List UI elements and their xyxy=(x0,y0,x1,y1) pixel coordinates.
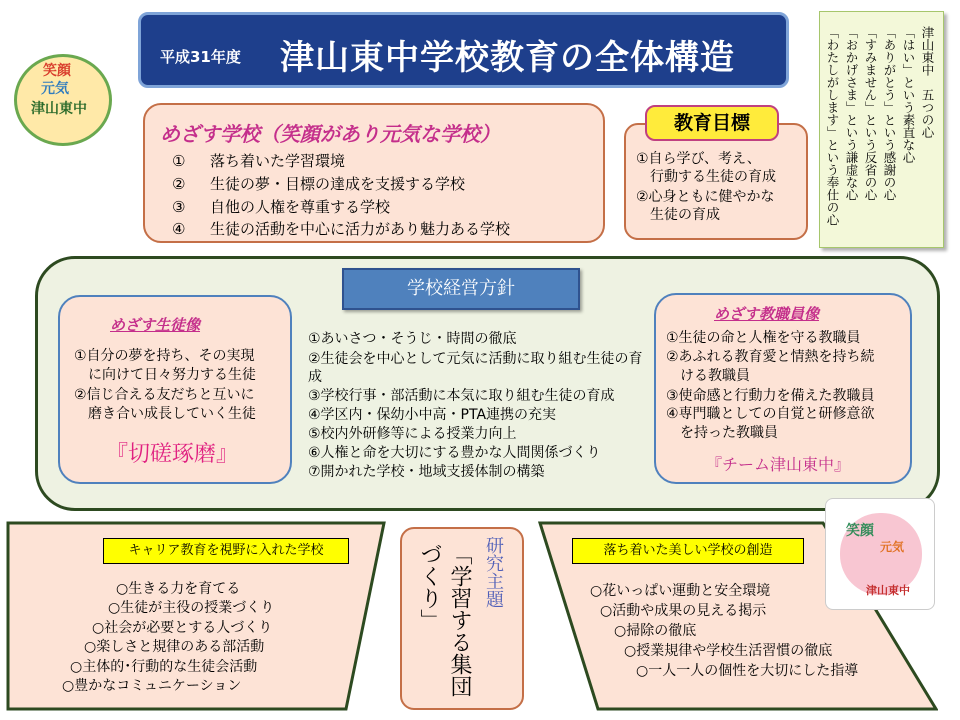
research-label: 研究主題 xyxy=(483,536,504,608)
teacher-ideal-line: ける教職員 xyxy=(666,368,750,384)
logo-left-line-1: 笑顔 xyxy=(43,63,71,79)
career-item: ○生きる力を育てる xyxy=(116,581,241,597)
policy-item: ⑦開かれた学校・地域支援体制の構築 xyxy=(308,464,545,480)
goal-school-item: ③ 自他の人権を尊重する学校 xyxy=(172,198,391,216)
student-motto: 『切磋琢磨』 xyxy=(106,442,239,467)
logo-left-line-2: 元気 xyxy=(41,81,69,97)
teacher-ideal-title: めざす教職員像 xyxy=(714,305,820,323)
career-item: ○社会が必要とする人づくり xyxy=(92,620,273,636)
kokoro-line: 「わたしがします」という奉仕の心 xyxy=(825,26,840,226)
calm-item: ○掃除の徹底 xyxy=(614,623,697,639)
education-goal-line: ①自ら学び、考え、 xyxy=(636,151,761,167)
calm-item: ○授業規律や学校生活習慣の徹底 xyxy=(624,643,833,659)
student-ideal-line: に向けて日々努力する生徒 xyxy=(74,367,256,383)
career-item: ○豊かなコミュニケーション xyxy=(62,678,242,694)
policy-item: ①あいさつ・そうじ・時間の徹底 xyxy=(308,331,517,347)
calm-item: ○活動や成果の見える掲示 xyxy=(600,603,767,619)
education-goal-line: ②心身ともに健やかな xyxy=(636,189,775,205)
career-item: ○生徒が主役の授業づくり xyxy=(108,600,275,616)
goal-school-title: めざす学校（笑顔があり元気な学校） xyxy=(160,122,500,146)
policy-item: ⑤校内外研修等による授業力向上 xyxy=(308,426,517,442)
career-item: ○主体的･行動的な生徒会活動 xyxy=(70,659,258,675)
kokoro-line: 津山東中 五つの心 xyxy=(920,26,935,139)
teacher-motto: 『チーム津山東中』 xyxy=(706,455,851,474)
calm-item: ○一人一人の個性を大切にした指導 xyxy=(636,663,859,679)
policy-item: ③学校行事・部活動に本気に取り組む生徒の育成 xyxy=(308,388,615,404)
kokoro-line: 「すみません」という反省の心 xyxy=(863,26,878,201)
student-ideal-line: ②信じ合える友だちと互いに xyxy=(74,387,255,403)
school-logo-left xyxy=(14,54,112,146)
five-hearts-note xyxy=(819,11,944,248)
policy-item: ②生徒会を中心として元気に活動に取り組む生徒の育成 xyxy=(308,351,643,385)
kokoro-line: 「おかげさま」という謙虚な心 xyxy=(844,26,859,201)
student-ideal-title: めざす生徒像 xyxy=(110,316,201,334)
kokoro-line: 「はい」という素直な心 xyxy=(901,26,916,164)
school-logo-right xyxy=(825,498,935,610)
header-year: 平成31年度 xyxy=(160,48,241,66)
goal-school-item: ④ 生徒の活動を中心に活力があり魅力ある学校 xyxy=(172,220,511,238)
logo-right-line-3: 津山東中 xyxy=(866,584,910,597)
goal-school-item: ① 落ち着いた学習環境 xyxy=(172,152,346,170)
policy-title: 学校経営方針 xyxy=(342,268,580,310)
goal-school-item: ② 生徒の夢・目標の達成を支援する学校 xyxy=(172,175,466,193)
logo-right-line-2: 元気 xyxy=(880,540,905,554)
policy-item: ⑥人権と命を大切にする豊かな人間関係づくり xyxy=(308,445,601,461)
teacher-ideal-line: ④専門職としての自覚と研修意欲 xyxy=(666,406,875,422)
policy-item: ④学区内・保幼小中高・PTA連携の充実 xyxy=(308,407,557,423)
calm-section-title: 落ち着いた美しい学校の創造 xyxy=(572,538,804,564)
career-item: ○楽しさと規律のある部活動 xyxy=(84,639,265,655)
student-ideal-line: 磨き合い成長していく生徒 xyxy=(74,406,256,422)
research-theme: 「学習する集団づくり」 xyxy=(417,543,472,697)
student-ideal-line: ①自分の夢を持ち、その実現 xyxy=(74,348,255,364)
logo-left-line-3: 津山東中 xyxy=(31,101,87,117)
education-goal-line: 生徒の育成 xyxy=(636,207,720,223)
teacher-ideal-line: を持った教職員 xyxy=(666,425,778,441)
education-goal-title: 教育目標 xyxy=(645,105,779,141)
logo-right-line-1: 笑顔 xyxy=(846,523,874,539)
calm-item: ○花いっぱい運動と安全環境 xyxy=(590,583,771,599)
career-section-title: キャリア教育を視野に入れた学校 xyxy=(103,538,349,564)
teacher-ideal-line: ③使命感と行動力を備えた教職員 xyxy=(666,388,875,404)
page-title: 津山東中学校教育の全体構造 xyxy=(280,38,735,78)
education-goal-line: 行動する生徒の育成 xyxy=(636,169,776,185)
teacher-ideal-line: ②あふれる教育愛と情熱を持ち続 xyxy=(666,349,875,365)
kokoro-line: 「ありがとう」という感謝の心 xyxy=(882,26,897,201)
teacher-ideal-line: ①生徒の命と人権を守る教職員 xyxy=(666,330,861,346)
